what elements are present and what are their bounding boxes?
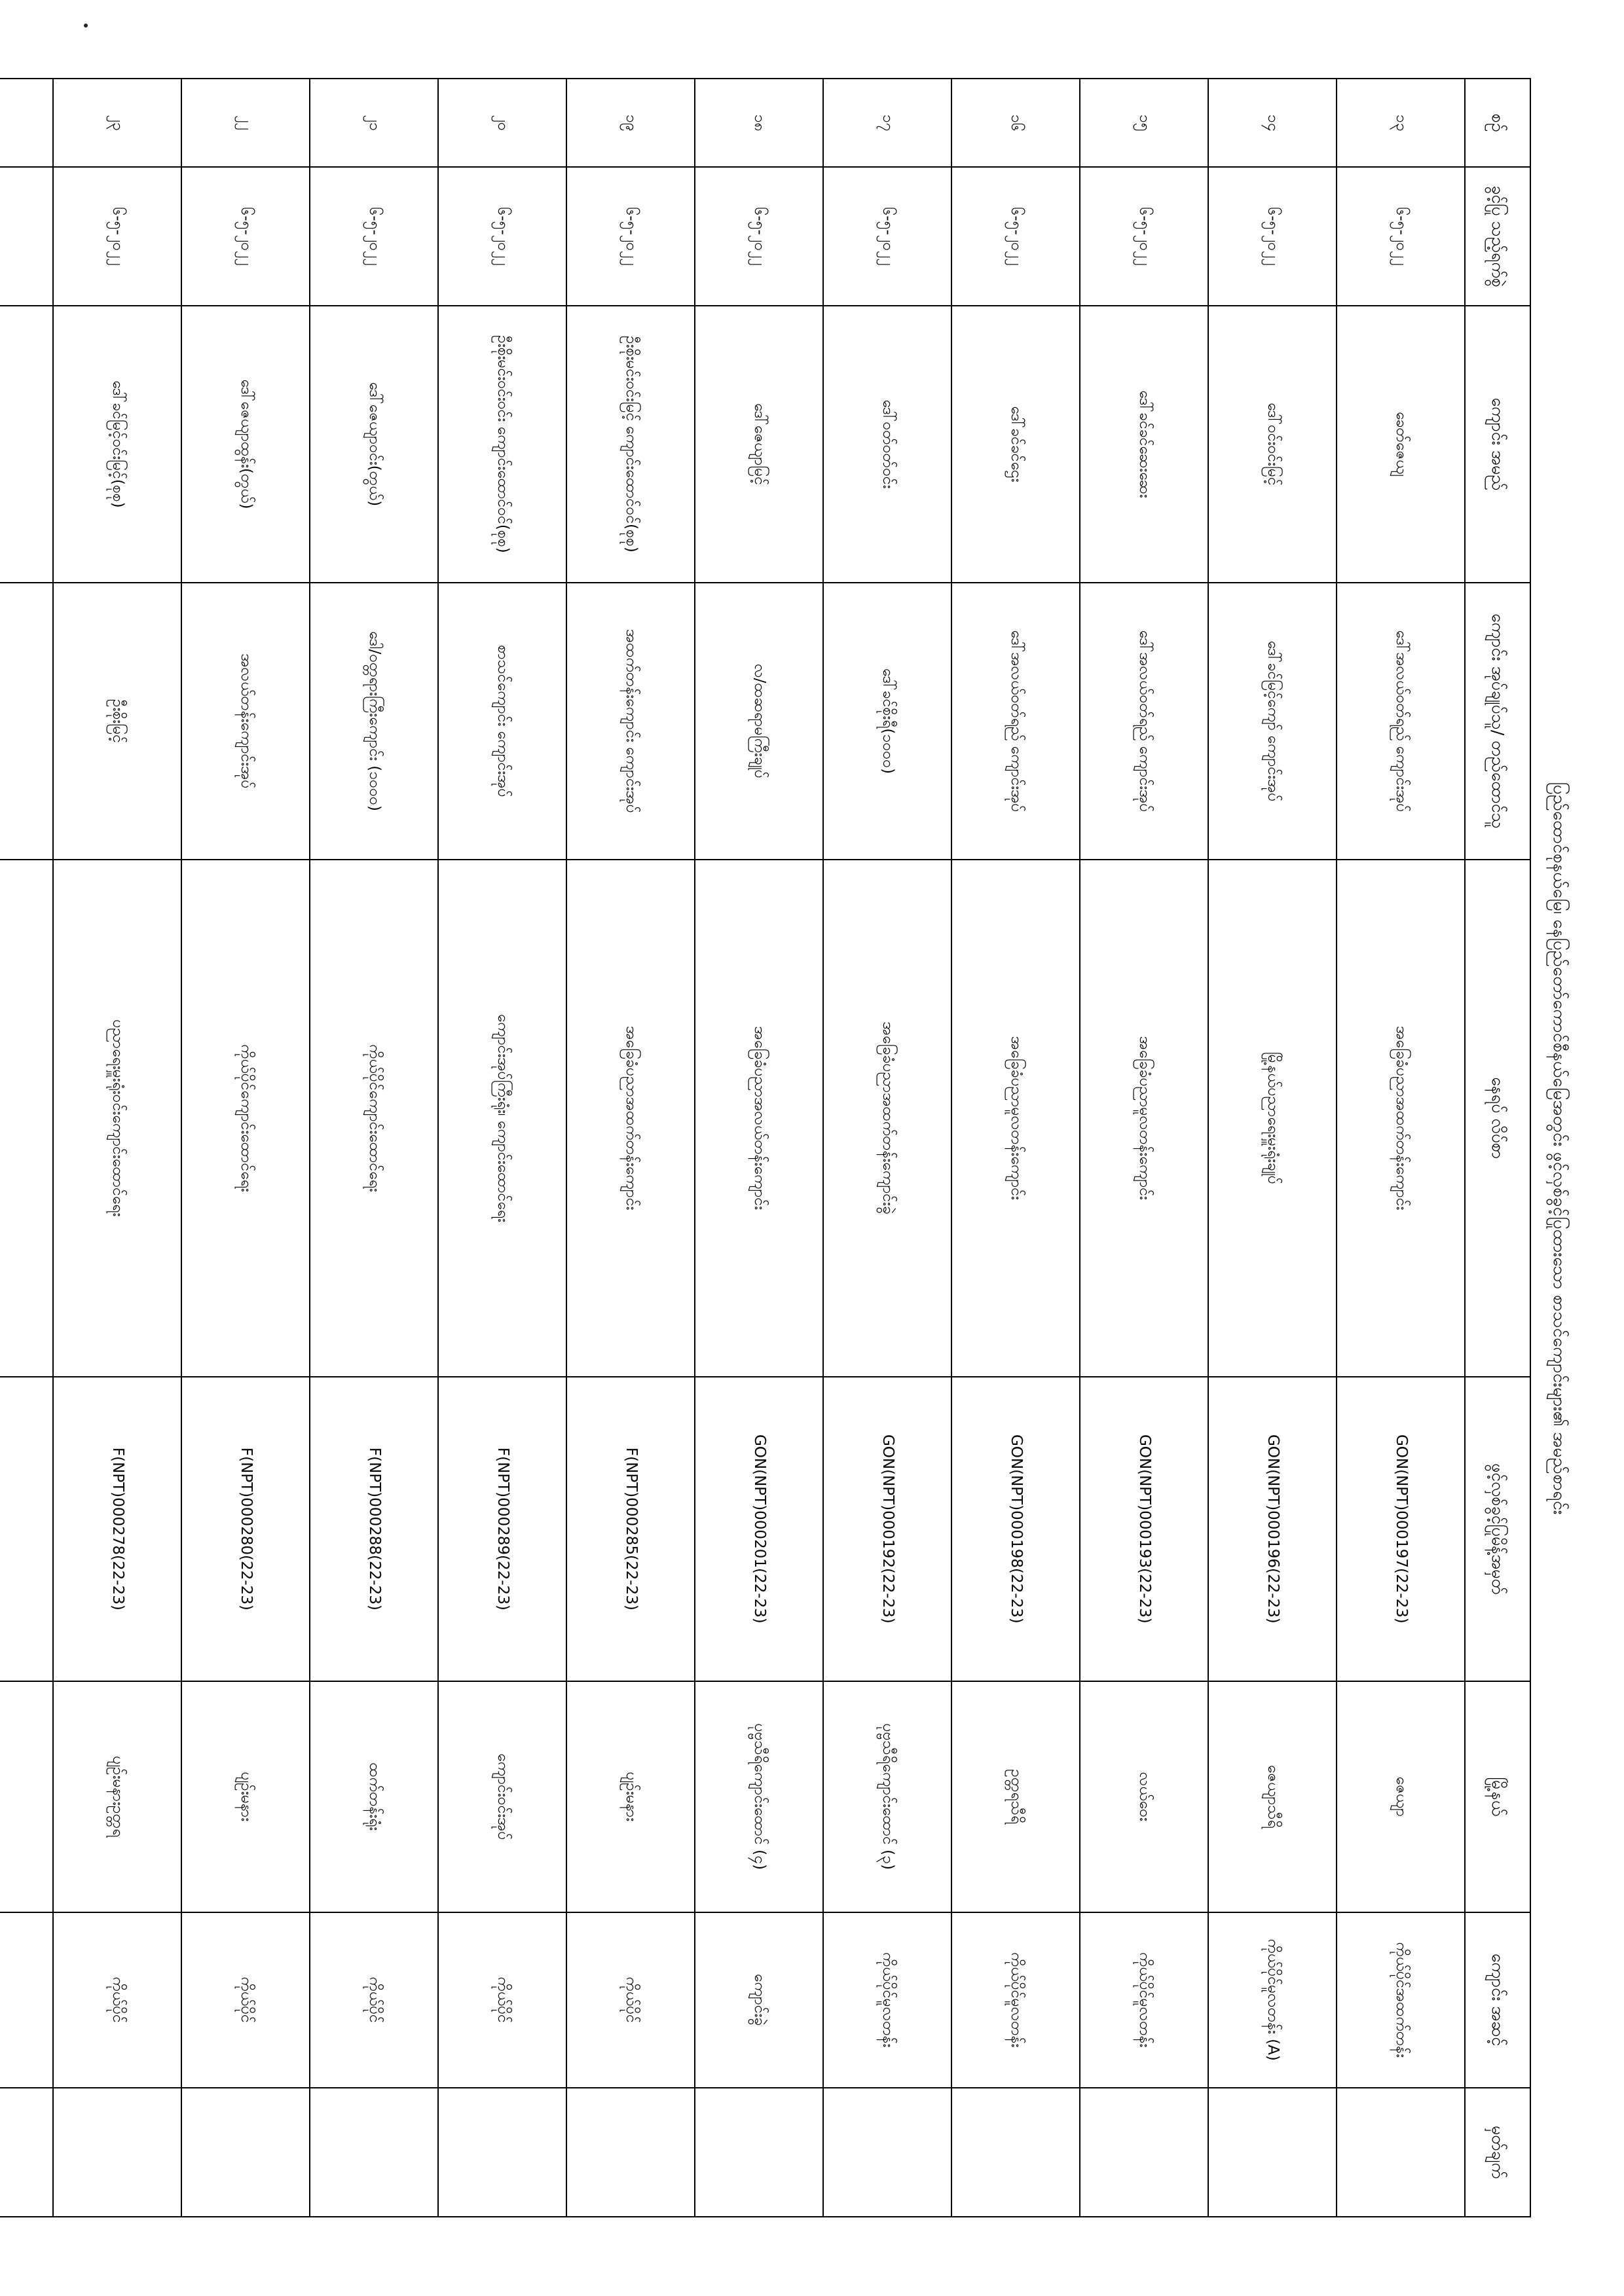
cell-address: အခြေခံပညာမူလတန်းကျောင်း — [951, 859, 1080, 1376]
cell-regno: F(NPT)000288(22-23) — [310, 1376, 438, 1681]
cell-regno: GON(NPT)000193(22-23) — [1080, 1376, 1208, 1681]
header-remark: မှတ်ချက် — [1465, 2087, 1530, 2216]
cell-admin: အထက်တန်းကျောင်း ကျောင်းအုပ် — [566, 582, 695, 859]
cell-township: ပျဉ်းမနား — [181, 1681, 310, 1912]
cell-name: ဒေါ်ခင်မြင့်ဝင်းမြင့်(စုစု) — [53, 305, 181, 582]
rotated-sheet — [46, 58, 1578, 2238]
cell-date: ၆-၅-၂၀၂၂ — [1208, 167, 1337, 306]
cell-no — [0, 79, 53, 167]
cell-no: ၂၁ — [310, 79, 438, 167]
cell-school-type — [0, 1912, 53, 2087]
header-father: ကျောင်း အုပ်ချုပ်သူ/ တည်ထောင်သူ — [1465, 582, 1530, 859]
cell-remark — [951, 2087, 1080, 2216]
table-row — [1337, 79, 1465, 2217]
cell-name: ဒေါ်ဇေယျာထွန်း(တွယ်) — [181, 305, 310, 582]
cell-no: ၁၅ — [1080, 79, 1208, 167]
cell-township: ပုဗ္ဗသီရိကျောင်းထောင် (၄) — [695, 1681, 823, 1912]
cell-school-type: ကိုယ်ပိုင် — [438, 1912, 566, 2087]
cell-regno — [0, 1376, 53, 1681]
cell-regno: F(NPT)000278(22-23) — [53, 1376, 181, 1681]
cell-date: ၆-၅-၂၀၂၂ — [823, 167, 951, 306]
table-row — [53, 79, 181, 2217]
cell-school-type: ကိုယ်ပိုင်မူလတန်း — [823, 1912, 951, 2087]
cell-name: ခေတ်ဇေယျ — [1337, 305, 1465, 582]
cell-address: အခြေခံပညာအထက်တန်းကျောင်း — [1337, 859, 1465, 1376]
table-body — [0, 79, 1465, 2217]
cell-name: ဦးစိုးမင်းဝင်းမြင့် ကျောင်းထောင်ဝင်(စုစု) — [566, 305, 695, 582]
cell-admin: စာသင်ကျောင်း ကျောင်းအုပ် — [438, 582, 566, 859]
cell-no: ၁၃ — [1337, 79, 1465, 167]
cell-address: ကျောင်းအုပ်ကြီးရုံး၊ ကျောင်းထောင်ရေး — [438, 859, 566, 1376]
cell-regno: GON(NPT)000197(22-23) — [1337, 1376, 1465, 1681]
cell-address: ကိုယ်ပိုင်ကျောင်းထောင်ရေး — [181, 859, 310, 1376]
cell-school-type: ကိုယ်ပိုင် — [566, 1912, 695, 2087]
table-row — [310, 79, 438, 2217]
cell-township: လယ်ဝေး — [1080, 1681, 1208, 1912]
cell-remark — [1208, 2087, 1337, 2216]
cell-no: ၁၄ — [1208, 79, 1337, 167]
table-row — [1080, 79, 1208, 2217]
header-no: စဉ် — [1465, 79, 1530, 167]
cell-township — [0, 1681, 53, 1912]
cell-regno: F(NPT)000289(22-23) — [438, 1376, 566, 1681]
cell-remark — [310, 2087, 438, 2216]
cell-name: ဒေါ်ဇေယျာမြင့် — [695, 305, 823, 582]
cell-date: ၆-၅-၂၀၂၂ — [1080, 167, 1208, 306]
sheet — [46, 58, 1578, 2238]
cell-remark — [1080, 2087, 1208, 2216]
cell-date: ၆-၅-၂၀၂၂ — [181, 167, 310, 306]
cell-regno: F(NPT)000285(22-23) — [566, 1376, 695, 1681]
cell-no: ၁၉ — [566, 79, 695, 167]
cell-township: ပျဉ်းမနား — [566, 1681, 695, 1912]
cell-admin: ဒေါ်အလယ်ဝတ်ရည် ကျောင်းအုပ် — [951, 582, 1080, 859]
cell-school-type: ကိုယ်ပိုင်မူလတန်း (A) — [1208, 1912, 1337, 2087]
table-row — [0, 79, 53, 2217]
table-row — [695, 79, 823, 2217]
cell-remark — [181, 2087, 310, 2216]
cell-date: ၆-၅-၂၀၂၂ — [53, 167, 181, 306]
cell-school-type: ကိုယ်ပိုင်မူလတန်း — [951, 1912, 1080, 2087]
cell-admin: ဦးစိုးမြင့် — [53, 582, 181, 859]
cell-remark — [53, 2087, 181, 2216]
cell-admin — [0, 582, 53, 859]
cell-remark — [695, 2087, 823, 2216]
table-row — [438, 79, 566, 2217]
cell-township: ပုဗ္ဗသီရိကျောင်းထောင် (၃) — [823, 1681, 951, 1912]
cell-no: ၁၆ — [951, 79, 1080, 167]
table-row — [566, 79, 695, 2217]
cell-township: ဇေယျာသီရိ — [1208, 1681, 1337, 1912]
cell-address: အခြေခံပညာအထက်တန်းကျောင်း — [566, 859, 695, 1376]
cell-admin: ဒေါ်ခင်မြင့်ကျော် ကျောင်းအုပ် — [1208, 582, 1337, 859]
cell-school-type: ကိုယ်ပိုင် — [53, 1912, 181, 2087]
document-title: ပြည်ထောင်စုနယ်မြေ၊ နေပြည်တော်ကောင်စီနယ်မြေအတွင်း ဖွင့်လှစ်ခွင့်ပြုထားသော စာသင်ကျောင်းများ၏ အမည်စာရင်း — [1549, 781, 1569, 1515]
header-name: ကျောင်း အမည် — [1465, 305, 1530, 582]
cell-township: ဥတ္တရသီရိ — [951, 1681, 1080, 1912]
cell-school-type: ကိုယ်ပိုင်မူလတန်း — [1080, 1912, 1208, 2087]
cell-no: ၂၃ — [53, 79, 181, 167]
cell-name — [0, 305, 53, 582]
cell-address: ပညာရေးမှူးရုံးဝင်းကျောင်းထောင်ရေး — [53, 859, 181, 1376]
cell-name: ဦးစိုးမင်းဝင်းဝင်း ကျောင်းထောင်ဝင်(စုစု) — [438, 305, 566, 582]
cell-date — [0, 167, 53, 306]
cell-address: ကိုယ်ပိုင်ကျောင်းထောင်ရေး — [310, 859, 438, 1376]
cell-no: ၂၀ — [438, 79, 566, 167]
header-school-type: ကျောင်း အဆင့် — [1465, 1912, 1530, 2087]
cell-remark — [0, 2087, 53, 2216]
cell-address: အခြေခံပညာအလယ်တန်းကျောင်း — [695, 859, 823, 1376]
cell-remark — [1337, 2087, 1465, 2216]
table-row — [951, 79, 1080, 2217]
cell-name: ဒေါ်ခင်ခင်ဆေးဆေး — [1080, 305, 1208, 582]
table-row — [181, 79, 310, 2217]
cell-date: ၆-၅-၂၀၂၂ — [695, 167, 823, 306]
cell-no: ၁၈ — [695, 79, 823, 167]
cell-date: ၆-၅-၂၀၂၂ — [566, 167, 695, 306]
schools-table — [0, 78, 1531, 2217]
cell-admin: လ/ထဆရာမကြီးချုပ် — [695, 582, 823, 859]
cell-no: ၁၇ — [823, 79, 951, 167]
cell-admin: ဒေါ/ဝတ္တရားကြီးကျောင်း (၁၀၀၀) — [310, 582, 438, 859]
cell-name: ဒေါ်ဝတ်ဝတ်ဝင်း — [823, 305, 951, 582]
cell-address — [0, 859, 53, 1376]
header-date: ခွင့်ပြု သည့်ရက်စွဲ — [1465, 167, 1530, 306]
cell-date: ၆-၅-၂၀၂၂ — [310, 167, 438, 306]
cell-remark — [823, 2087, 951, 2216]
cell-name: ဒေါ်ဇေယျာဝင်း(တွယ်) — [310, 305, 438, 582]
header-township: မြို့နယ် — [1465, 1681, 1530, 1912]
cell-no: ၂၂ — [181, 79, 310, 167]
cell-admin: ဒေါ်အလယ်ဝတ်ရည် ကျောင်းအုပ် — [1337, 582, 1465, 859]
cell-township: ပျဉ်းမနားဥတ္တရ — [53, 1681, 181, 1912]
cell-date: ၆-၅-၂၀၂၂ — [951, 167, 1080, 306]
cell-township: ဇေယျာ — [1337, 1681, 1465, 1912]
cell-name: ဒေါ်ဝင်းဝင်းမြင့် — [1208, 305, 1337, 582]
cell-school-type: ကိုယ်ပိုင် — [181, 1912, 310, 2087]
cell-school-type: ကိုယ်ပိုင် — [310, 1912, 438, 2087]
cell-admin: ဒေါ်အလယ်ဝတ်ရည် ကျောင်းအုပ် — [1080, 582, 1208, 859]
cell-admin: ဒေါ်ခင်စိုးရီ(၁၀၀၀) — [823, 582, 951, 859]
cell-address: အခြေခံပညာအထက်တန်းကျောင်းခွဲ — [823, 859, 951, 1376]
cell-regno: F(NPT)000280(22-23) — [181, 1376, 310, 1681]
header-address: နေရပ် လိပ်စာ — [1465, 859, 1530, 1376]
cell-remark — [438, 2087, 566, 2216]
page-mark — [84, 24, 88, 27]
cell-date: ၆-၅-၂၀၂၂ — [1337, 167, 1465, 306]
table-row — [823, 79, 951, 2217]
table-row — [1208, 79, 1337, 2217]
cell-township: ထက်တန်းရုံး — [310, 1681, 438, 1912]
cell-admin: အလယ်တန်းကျောင်းအုပ် — [181, 582, 310, 859]
cell-remark — [566, 2087, 695, 2216]
cell-regno: GON(NPT)000198(22-23) — [951, 1376, 1080, 1681]
cell-address: အခြေခံပညာမူလတန်းကျောင်း — [1080, 859, 1208, 1376]
cell-regno: GON(NPT)000196(22-23) — [1208, 1376, 1337, 1681]
cell-name: ဒေါ်ခင်ခင်ဌေး — [951, 305, 1080, 582]
cell-township: ကျောင်းဝင်းအုပ် — [438, 1681, 566, 1912]
table-header-row — [1465, 79, 1530, 2217]
cell-school-type: ကျောင်းခွဲ — [695, 1912, 823, 2087]
cell-school-type: ကိုယ်ပိုင်အထက်တန်း — [1337, 1912, 1465, 2087]
header-regno: ဖွင့်လှစ်ခွင့်ပြုမိန့်အမှတ် — [1465, 1376, 1530, 1681]
cell-regno: GON(NPT)000201(22-23) — [695, 1376, 823, 1681]
cell-date: ၆-၅-၂၀၂၂ — [438, 167, 566, 306]
cell-regno: GON(NPT)000192(22-23) — [823, 1376, 951, 1681]
cell-address: မြို့နယ်ပညာရေးမှူးရုံးချုပ် — [1208, 859, 1337, 1376]
